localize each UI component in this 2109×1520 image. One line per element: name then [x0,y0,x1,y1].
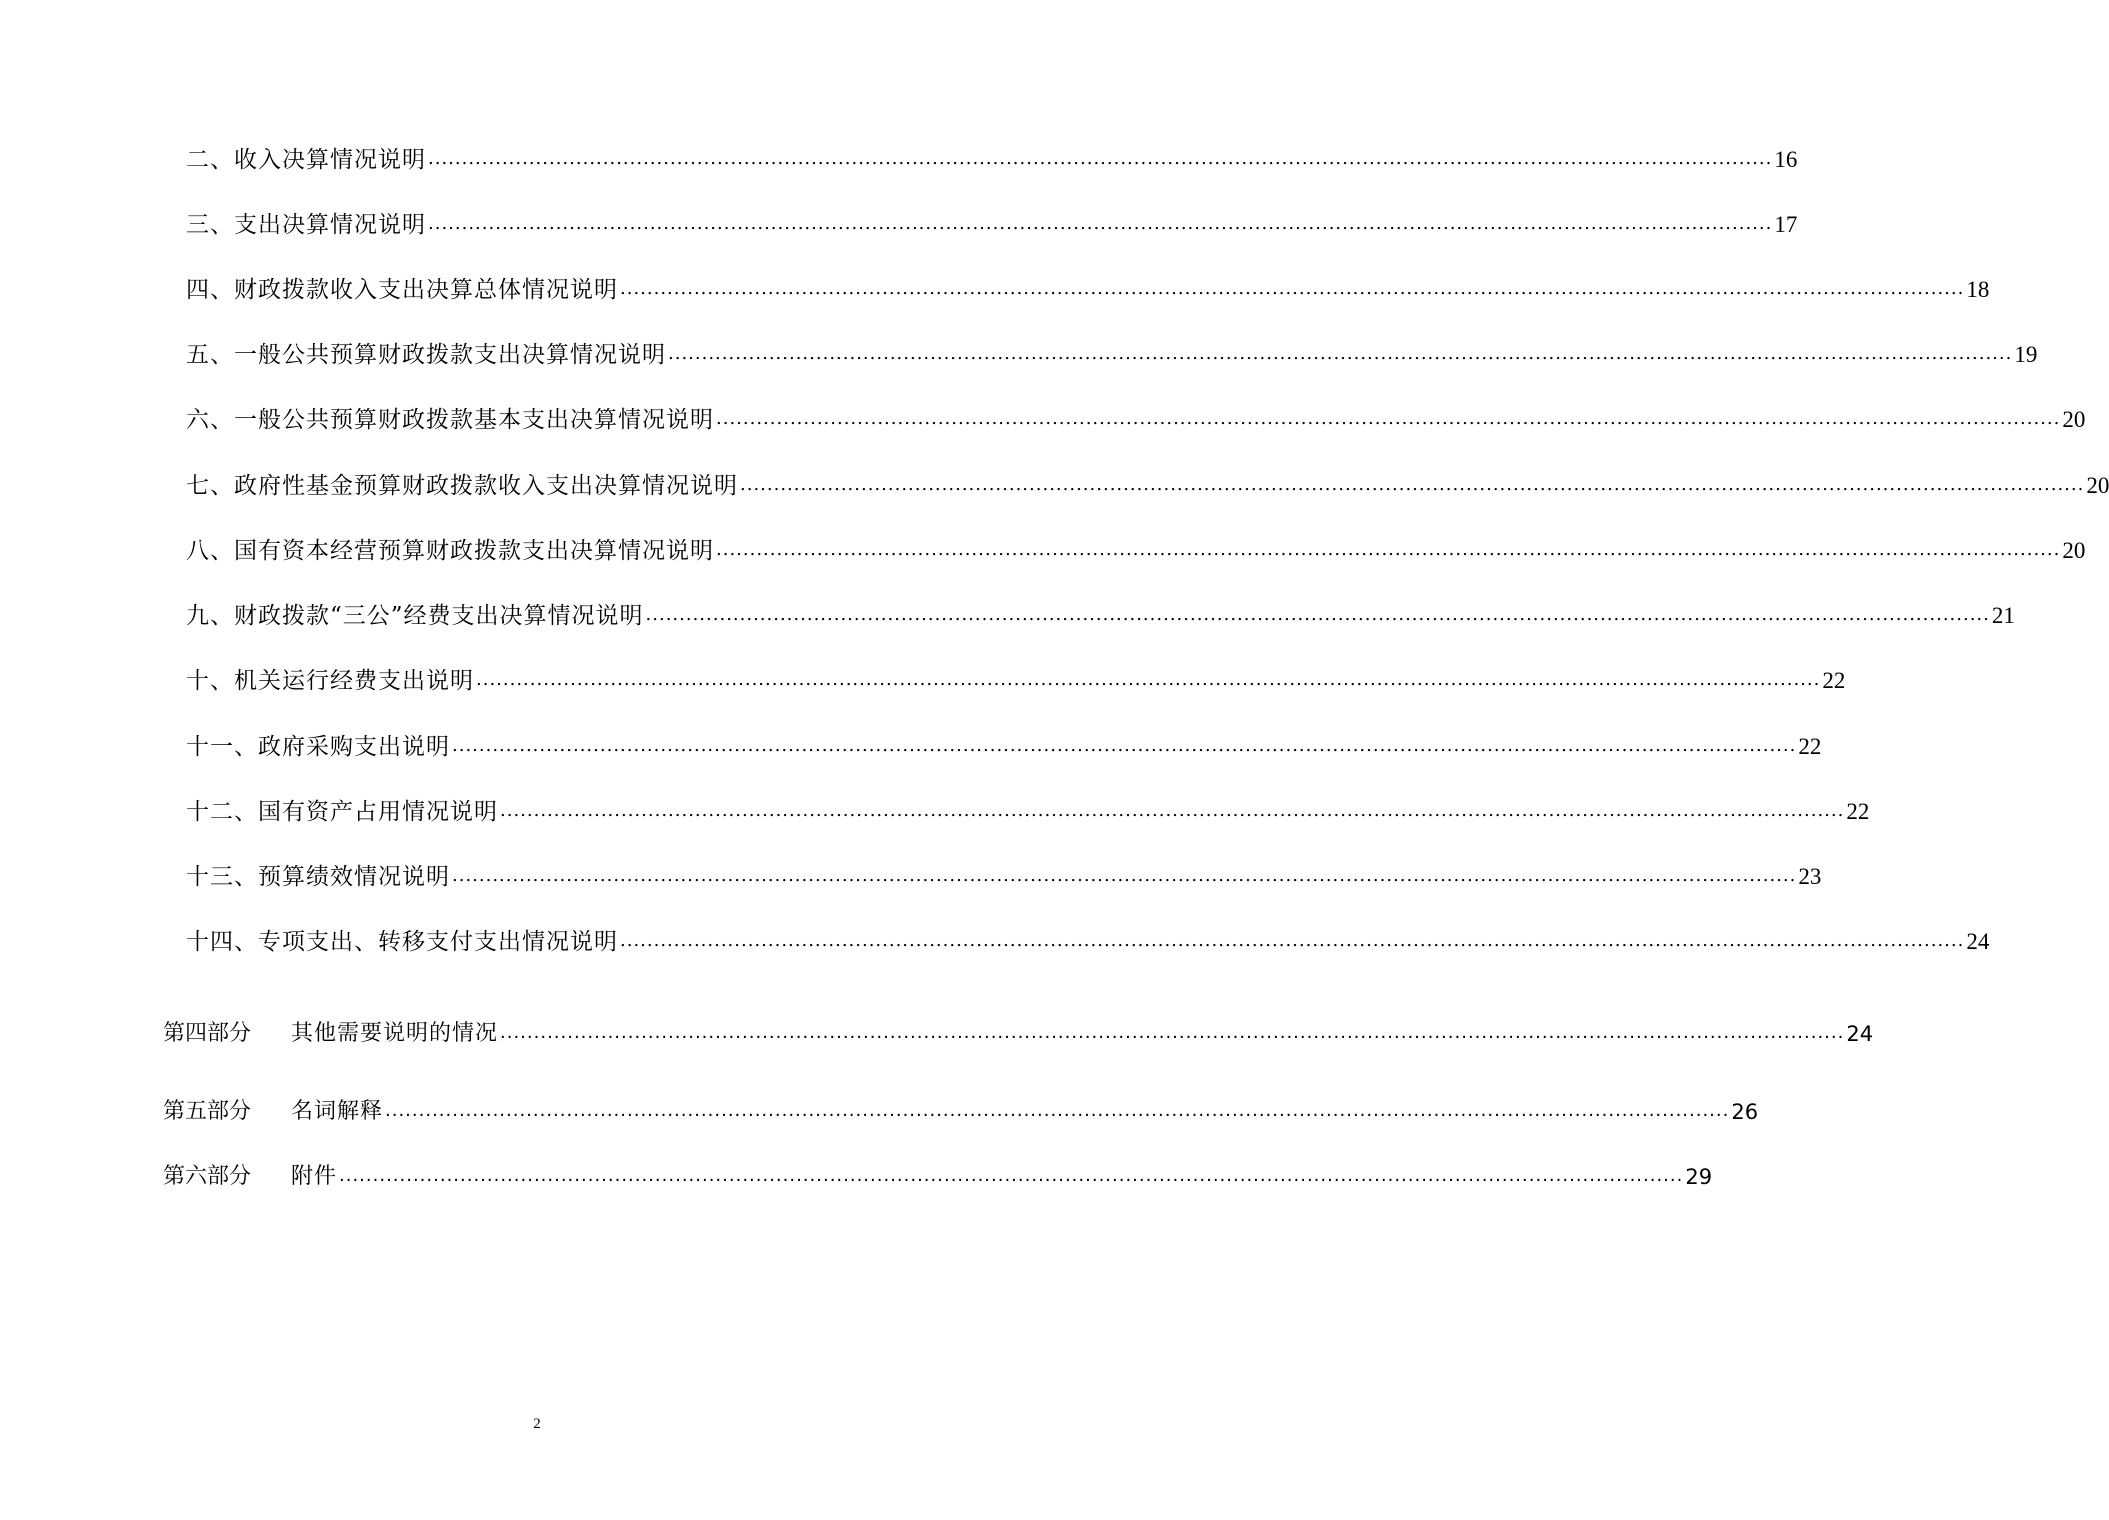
toc-entry-label: 十、机关运行经费支出说明 [186,668,474,694]
toc-entry-label: 九、财政拨款“三公”经费支出决算情况说明 [186,603,644,629]
dot-leader: ........................................................................................................................................................................................................ [428,148,1773,169]
dot-leader: ........................................................................................................................................................................................................ [385,1100,1730,1121]
toc-part-number: 第六部分 [163,1164,252,1189]
toc-entry[interactable] [186,598,2015,634]
toc-entry-page: 16 [1774,147,1798,172]
toc-entry-label: 二、收入决算情况说明 [186,147,426,173]
toc-part-label: 其他需要说明的情况 [291,1021,499,1046]
dot-leader: ........................................................................................................................................................................................................ [339,1165,1684,1186]
toc-entry-page: 17 [1774,212,1798,237]
toc-entry[interactable] [186,337,2038,373]
toc-entry[interactable] [186,663,1846,699]
toc-part-number: 第四部分 [163,1021,252,1046]
toc-entry-page: 22 [1798,734,1822,759]
toc-entry[interactable] [186,859,1822,895]
toc-entry-page: 18 [1966,277,1990,302]
toc-entry-label: 八、国有资本经营预算财政拨款支出决算情况说明 [186,538,714,564]
toc-entry[interactable] [186,142,1798,178]
toc-entry-page: 21 [1991,603,2015,628]
dot-leader: ........................................................................................................................................................................................................ [645,604,1990,625]
toc-entry[interactable] [186,794,1870,830]
toc-entry[interactable] [186,533,2086,569]
toc-entry[interactable] [186,272,1990,308]
dot-leader: ........................................................................................................................................................................................................ [620,930,1965,951]
toc-entry-page: 19 [2014,342,2038,367]
toc-entry-page: 20 [2086,473,2109,498]
toc-entry-page: 22 [1846,799,1870,824]
dot-leader: ........................................................................................................................................................................................................ [500,800,1845,821]
toc-entry-page: 22 [1822,668,1846,693]
toc-entry-label: 五、一般公共预算财政拨款支出决算情况说明 [186,342,666,368]
toc-part-number: 第五部分 [163,1099,252,1124]
toc-entry-page: 23 [1798,864,1822,889]
toc-entry-label: 三、支出决算情况说明 [186,212,426,238]
toc-entry-label: 十三、预算绩效情况说明 [186,864,450,890]
toc-part-label: 附件 [291,1164,338,1189]
toc-entry[interactable] [186,207,1798,243]
toc-part-entry[interactable] [163,1016,1874,1052]
toc-entry-label: 十二、国有资产占用情况说明 [186,799,498,825]
toc-entry[interactable] [186,924,1990,960]
dot-leader: ........................................................................................................................................................................................................ [500,1022,1845,1043]
toc-entry-page: 20 [2062,538,2086,563]
toc-part-page: 26 [1731,1100,1759,1124]
dot-leader: ........................................................................................................................................................................................................ [452,865,1797,886]
dot-leader: ........................................................................................................................................................................................................ [620,278,1965,299]
toc-entry-label: 四、财政拨款收入支出决算总体情况说明 [186,277,618,303]
toc-part-page: 24 [1846,1022,1874,1046]
dot-leader: ........................................................................................................................................................................................................ [452,735,1797,756]
toc-part-label: 名词解释 [291,1099,384,1124]
dot-leader: ........................................................................................................................................................................................................ [716,408,2061,429]
toc-entry-label: 六、一般公共预算财政拨款基本支出决算情况说明 [186,407,714,433]
toc-entry-label: 十四、专项支出、转移支付支出情况说明 [186,929,618,955]
toc-entry-label: 七、政府性基金预算财政拨款收入支出决算情况说明 [186,473,738,499]
dot-leader: ........................................................................................................................................................................................................ [476,669,1821,690]
toc-part-page: 29 [1685,1165,1713,1189]
dot-leader: ........................................................................................................................................................................................................ [716,539,2061,560]
toc-entry-page: 24 [1966,929,1990,954]
toc-entry-label: 十一、政府采购支出说明 [186,734,450,760]
dot-leader: ........................................................................................................................................................................................................ [668,343,2013,364]
page-number: 2 [533,1416,541,1432]
toc-part-entry[interactable] [163,1094,1759,1130]
toc-part-entry[interactable] [163,1159,1713,1195]
toc-entry[interactable] [186,468,2109,504]
dot-leader: ........................................................................................................................................................................................................ [740,474,2085,495]
toc-entry[interactable] [186,729,1822,765]
dot-leader: ........................................................................................................................................................................................................ [428,213,1773,234]
toc-entry[interactable] [186,402,2086,438]
toc-entry-page: 20 [2062,407,2086,432]
